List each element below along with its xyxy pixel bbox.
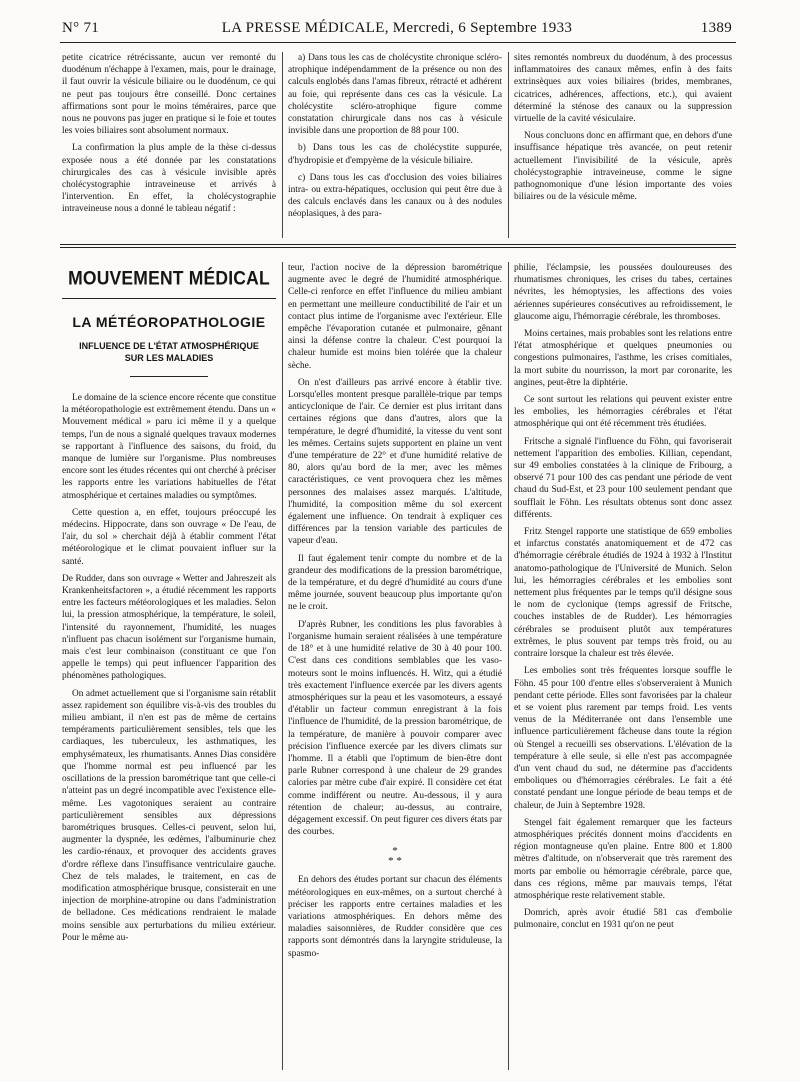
- asterisk: *: [392, 845, 398, 858]
- article-subtitle: SUR LES MALADIES: [124, 353, 214, 363]
- paragraph: a) Dans tous les cas de cholécystite chronique scléro-atrophique indépendamment de la présence ou non des calculs englobés dans l'amas fibreux, rétracté et adhérent au foie, qui représente dans ces cas la vésicule. La cholécystite scléro-atrophique figure comme constatation chirurgicale dans nos cas à vésicule invisible dans une proportion de 88 pour 100.: [288, 53, 502, 137]
- paragraph: D'après Rubner, les conditions les plus favorables à l'organisme humain seraient réalisées à une température de 18° et à une humidité relative de 30 à 40 pour 100. C'est dans ces conditions semblables que les vaso-moteurs sont le moins influencés. H. Witz, qui a étudié très exactement l'influence exercée par les divers agents atmosphériques sur la peau et les vasomoteurs, a essayé d'établir un facteur commun enregistrant à la fois l'influence de l'humidité, de la pression barométrique, de la température, de manière à pouvoir comparer avec précision l'influence exercée par les divers climats sur l'homme. Il a établi que l'optimum de bien-être dont parle Rubner correspond à une chaleur de 29 grandes calories par mètre cube d'air expiré. Il considère cet état comme indifférent ou neutre. Au-dessous, il y aura rétention de chaleur; au-dessus, au contraire, dégagement excessif. On peut figurer ces divers états par des courbes.: [288, 619, 502, 838]
- column-rule: [508, 262, 509, 1070]
- article-column-3: [514, 262, 732, 1072]
- top-column-3: [514, 52, 732, 240]
- paragraph: Stengel fait également remarquer que les facteurs atmosphériques précités donnent moins d'accidents en région montagneuse qu'en plaine. Entre 800 et 1.800 mètres d'altitude, on n'observerait que très rarement des morts par embolie ou hémorragie cérébrale, parce que, dans ces régions, même par mauvais temps, l'état atmosphérique reste relativement stable.: [514, 817, 732, 901]
- paragraph: Les embolies sont très fréquentes lorsque souffle le Föhn. 45 pour 100 d'entre elles s'observeraient à Munich pendant cette période. Elles sont favorisées par la chaleur et se voient plus rarement par temps froid. Les vents venus de la Méditerranée ont dans l'ensemble une influence particulièrement fâcheuse dans toute la région où Stengel a recueilli ses observations. L'élévation de la température à elle seule, si elle n'est pas accompagnée d'un vent chaud du sud, ne détermine pas d'accidents emboliques ou d'hémorragies cérébrales. Le fait a été constaté pendant une longue période de beau temps et de chaleur, de Juin à Septembre 1928.: [514, 666, 732, 811]
- column-rule: [282, 52, 283, 238]
- paragraph: Il faut également tenir compte du nombre et de la grandeur des modifications de la pression barométrique, de la température, et du degré d'humidité au cours d'une même journée, souvent beaucoup plus importante qu'on ne le croit.: [288, 553, 502, 613]
- paragraph: Fritz Stengel rapporte une statistique de 659 embolies et infarctus constatés anatomiquement et de 472 cas d'hémorragie cérébrale étudiés de 1924 à 1932 à l'Institut anatomo-pathologique de l'Université de Munich. Selon lui, les hémorragies cérébrales et les embolies sont nettement plus fréquentes par le temps qu'il désigne sous le nom de cyclonique (temps agressif de Fritsche, couches instables de de Rudder). Les hémorragies cérébrales se produisent plutôt aux températures extrêmes, le plus souvent par temps très froid, ou au contraire lorsque la chaleur est très élevée.: [514, 527, 732, 660]
- section-separator: [60, 247, 736, 248]
- article-subtitle: INFLUENCE DE L'ÉTAT ATMOSPHÉRIQUE: [79, 341, 259, 351]
- paragraph: teur, l'action nocive de la dépression barométrique augmente avec le degré de l'humidité atmosphérique. Celle-ci renforce en effet l'influence du milieu ambiant en permettant une meilleure conductibilité de l'air et un contact plus intime de l'organisme avec l'extérieur. Elle empêche l'évaporation cutanée et pulmonaire, gênant ainsi la défense contre la chaleur. C'est pourquoi la chaleur humide est moins bien tolérée que la chaleur sèche.: [288, 263, 502, 371]
- page-number: 1389: [700, 20, 732, 36]
- paragraph: c) Dans tous les cas d'occlusion des voies biliaires intra- ou extra-hépatiques, occlusion qui peut être due à des calculs enclavés dans les canaux ou à des nodules néoplasiques, à des para-: [288, 172, 502, 220]
- paragraph: philie, l'éclampsie, les poussées douloureuses des rhumatismes chroniques, les crises du tabes, certaines névrites, les hémoptysies, les affections des voies aériennes supérieures consécutives au refroidissement, le glaucome aigu, l'hémorragie cérébrale, les thromboses.: [514, 263, 732, 322]
- paragraph: La confirmation la plus ample de la thèse ci-dessus exposée nous a été donnée par les constatations chirurgicales des cas à vésicule invisible après cholécystographie intraveineuse et arrivés à l'intervention. En effet, la cholécystographie intraveineuse nous a donné le tableau négatif :: [62, 143, 276, 215]
- section-title: MOUVEMENT MÉDICAL: [68, 266, 270, 290]
- article-heading: [62, 314, 276, 364]
- paragraph: On admet actuellement que si l'organisme sain rétablit assez rapidement son équilibre vis-à-vis des troubles du milieu ambiant, il n'en est pas de même de certains tempéraments particulièrement sensibles, tels que les cardiaques, les tuberculeux, les asthmatiques, les emphysémateux, les rhumatisants. Annes Dias considère que l'homme normal est peu influencé par les oscillations de la pression barométrique tant que celle-ci n'atteint pas un degré incompatible avec l'existence elle-même. Les vagotoniques seraient au contraire particulièrement sensibles aux dépressions barométriques brusques. Celles-ci peuvent, selon lui, augmenter la dyspnée, les œdèmes, l'albuminurie chez les cardio-rénaux, et provoquer des accidents graves d'ordre réflexe dans l'insuffisance ventriculaire gauche. Chez de tels malades, le traitement, en cas de modification atmosphérique brusque, consisterait en une injection de morphine-atropine ou dans l'administration de belladone. Ces médications rendraient le malade moins sensible aux perturbations du milieu extérieur. Pour le même au-: [62, 688, 276, 943]
- section-heading-block: [62, 268, 276, 289]
- paragraph: Nous concluons donc en affirmant que, en dehors d'une insuffisance hépatique très avancée, on peut retenir actuellement l'invisibilité de la vésicule, après cholécystographie intraveineuse, comme le signe pathognomonique d'une lésion importante des voies biliaires ou de la vésicule même.: [514, 131, 732, 203]
- header-rule: [60, 42, 736, 43]
- column-rule: [508, 52, 509, 238]
- paragraph: Le domaine de la science encore récente que constitue la météoropathologie est extrêmement étendu. Dans un « Mouvement médical » paru ici même il y a quelque temps, l'un de nous a signalé quelques travaux modernes se rapportant à l'influence des saisons, du froid, du manque de lumière sur l'organisme. Plus nombreuses encore sont les études récentes qui ont cherché à préciser les rapports entre les variations habituelles de l'état atmosphérique et certaines maladies ou symptômes.: [62, 393, 276, 501]
- paragraph: On n'est d'ailleurs pas arrivé encore à établir tive. Lorsqu'elles montent presque parallèle-trique par temps anticyclonique de l'air. Ce dernier est plus irritant dans certaines régions que dans d'autres, alors que la température, le degré d'humidité, la vitesse du vent sont les mêmes. Certains sujets supportent en plaine un vent d'une température de 22° et d'une humidité relative de 80, alors qu'au bord de la mer, avec les mêmes caractéristiques, ce vent provoquera chez les mêmes personnes des malaises assez marqués. L'altitude, l'humidité, la composition même du sol exercent également une influence. On tendrait à expliquer ces différences par la tension variable des particules de vapeur d'eau.: [288, 377, 502, 547]
- section-break-asterisks: [288, 846, 502, 866]
- paragraph: De Rudder, dans son ouvrage « Wetter and Jahreszeit als Krankenheitsfactoren », a étudié récemment les rapports entre les facteurs météorologiques et les maladies. Selon lui, la pression atmosphérique, la température, le soleil, l'intensité du rayonnement, l'humidité, les nuages n'influent pas chacun isolément sur l'organisme humain, mais c'est leur combinaison (constituant ce que l'on appelle le temps) qui peut influencer l'apparition des phénomènes pathologiques.: [62, 573, 276, 682]
- paragraph: Cette question a, en effet, toujours préoccupé les médecins. Hippocrate, dans son ouvrage « De l'eau, de l'air, du sol » cherchait déjà à établir comment l'état météorologique et le climat pouvaient influer sur la santé.: [62, 507, 276, 567]
- paragraph: En dehors des études portant sur chacun des éléments météorologiques en eux-mêmes, on a surtout cherché à préciser les rapports entre certaines maladies et les variations atmosphériques. En dehors même des maladies saisonnières, de Rudder considère que ces rapports sont démontrés dans la laryngite striduleuse, la spasmo-: [288, 875, 502, 959]
- article-title: LA MÉTÉOROPATHOLOGIE: [72, 314, 266, 330]
- journal-title: LA PRESSE MÉDICALE, Mercredi, 6 Septembre 1933: [221, 20, 573, 36]
- top-column-1: [62, 52, 276, 240]
- paragraph: Ce sont surtout les relations qui peuvent exister entre les embolies, les hémorragies cérébrales et l'état atmosphérique qui ont été récemment très étudiées.: [514, 395, 732, 430]
- paragraph: b) Dans tous les cas de cholécystite suppurée, d'hydropisie et d'empyème de la vésicule biliaire.: [288, 143, 502, 166]
- heading-rule: [62, 298, 276, 299]
- article-column-2: [288, 262, 502, 1072]
- top-column-2: [288, 52, 502, 240]
- article-column-1: [62, 392, 276, 1072]
- section-separator: [60, 244, 736, 245]
- paragraph: Domrich, après avoir étudié 581 cas d'embolie pulmonaire, conclut en 1931 qu'on ne peut: [514, 908, 732, 931]
- paragraph: Fritsche a signalé l'influence du Föhn, qui favoriserait nettement l'apparition des embolies. Killian, cependant, sur 49 embolies constatées à la clinique de Fribourg, a observé 71 pour 100 des cas pendant une période de vent chaud du Sud-Est, et 23 pour 100 seulement pendant que soufflait le Föhn. Les résultats obtenus sont donc assez différents.: [514, 436, 732, 520]
- column-rule: [282, 262, 283, 1070]
- short-rule: [130, 376, 208, 377]
- asterisk: * *: [388, 855, 402, 868]
- paragraph: sites remontés nombreux du duodénum, à des processus inflammatoires des canaux mêmes, enfin à des faits extrinsèques aux voies biliaires (brides, membranes, cicatrices, adhérences, affections, etc.), qui avaient déterminé la sténose des canaux ou la suppression virtuelle de la cavité vésiculaire.: [514, 53, 732, 125]
- paragraph: petite cicatrice rétrécissante, aucun ver remonté du duodénum n'échappe à l'examen, mais, pour le drainage, il faut ouvrir la vésicule biliaire ou le duodénum, ce qui ne peut pas toujours être conseillé. Donc certaines affirmations sont pour le moins téméraires, parce que nous ne pouvons pas juger en pratique si le foie et toutes les voies biliaires sont absolument normaux.: [62, 53, 276, 137]
- issue-number: N° 71: [62, 20, 100, 36]
- running-header: [62, 20, 732, 42]
- paragraph: Moins certaines, mais probables sont les relations entre l'état atmosphérique et quelques pneumonies ou congestions pulmonaires, l'asthme, les crises comitiales, la mort subite du nourrisson, la mort par coronarite, les angines, peut-être la diphtérie.: [514, 329, 732, 388]
